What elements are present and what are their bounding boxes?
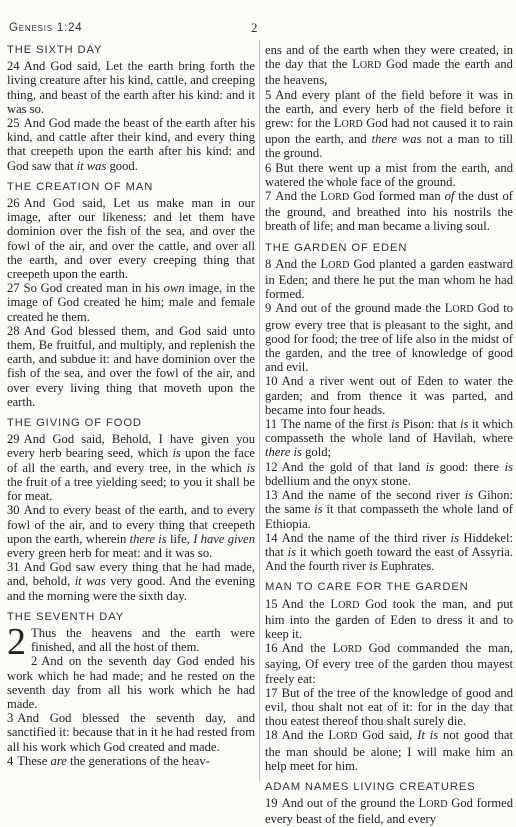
verse-number: 31	[7, 560, 20, 575]
left-column	[7, 43, 255, 783]
verse-text: So God created man in his own image, in the image of God created he him; male and female created he them.	[7, 281, 256, 324]
verse-text: And the name of the second river is Gihon: the same is it that compasseth the whole land of Ethiopia.	[265, 488, 514, 531]
verse-text: And the name of the third river is Hiddekel: that is it which goeth toward the east of Assyria. And the fourth river is Euphrates.	[265, 530, 513, 574]
verse-text: Thus the heavens and the earth were finished, and all the host of them.	[31, 625, 255, 655]
verse-text: And God blessed the seventh day, and sanctified it: because that in it he had rested from all his work which God created and made.	[7, 711, 255, 754]
verse-number: 16	[265, 641, 278, 656]
verse-number: 24	[7, 59, 20, 74]
verse	[7, 116, 255, 173]
verse-number: 3	[7, 711, 14, 726]
verse-text: And the LORD God planted a garden eastward in Eden; and there he put the man whom he had formed.	[265, 256, 513, 302]
verse-number: 9	[265, 301, 272, 316]
section-heading: THE SIXTH DAY	[7, 44, 103, 56]
verse-text: And out of the ground the LORD God formed every beast of the field, and every	[265, 796, 513, 827]
chapter-number: 2	[7, 620, 26, 663]
verse	[7, 711, 255, 754]
verse	[7, 560, 255, 603]
verse	[265, 161, 513, 189]
verse	[265, 597, 513, 642]
chapter-reference: Genesis 1:24	[9, 22, 83, 34]
verse	[7, 196, 255, 281]
verse-text: And God said, Let us make man in our image, after our likeness: and let them have dominion over the fish of the sea, and over the fowl of the air, and over the cattle, and over all the earth, and over every creeping thing that creepeth upon the earth.	[7, 196, 255, 282]
section-heading: ADAM NAMES LIVING CREATURES	[265, 780, 476, 793]
verse-number: 13	[265, 488, 278, 503]
verse-number: 11	[265, 417, 278, 432]
verse-text: And a river went out of Eden to water the garden; and from thence it was parted, and became into four heads.	[265, 374, 513, 417]
verse-number: 15	[265, 596, 278, 611]
verse-text: And the gold of that land is good: there is bdellium and the onyx stone.	[265, 459, 513, 488]
verse-number: 27	[7, 281, 20, 296]
verse-text: These are the generations of the heav-	[17, 753, 210, 768]
verse-number: 29	[7, 432, 20, 447]
verse-text: And the LORD God commanded the man, saying, Of every tree of the garden thou mayest freely eat:	[265, 641, 513, 686]
verse	[265, 301, 513, 374]
verse	[7, 281, 255, 324]
verse-number: 8	[265, 256, 272, 271]
verse-text: And God said, Let the earth bring forth the living creature after his kind, cattle, and creeping thing, and beast of the earth after his kind: and it was so.	[7, 59, 255, 116]
verse-text: And God blessed them, and God said unto them, Be fruitful, and multiply, and replenish the earth, and subdue it: and have dominion over the fish of the sea, and over the fowl of the air, and over every living thing that moveth upon the earth.	[7, 323, 255, 409]
section-heading: THE GIVING OF FOOD	[7, 417, 142, 430]
verse-number: 18	[265, 728, 278, 743]
verse-text: And the LORD God formed man of the dust of the ground, and breathed into his nostrils the breath of life; and man became a living soul.	[265, 189, 513, 234]
verse-text: And the LORD God said, It is not good that the man should be alone; I will make him an help meet for him.	[265, 728, 513, 773]
verse	[265, 460, 513, 488]
verse	[7, 432, 255, 503]
verse	[265, 189, 513, 234]
verse-number: 19	[265, 796, 278, 811]
verse-text: And the LORD God took the man, and put him into the garden of Eden to dress it and to keep it.	[265, 596, 513, 641]
verse	[7, 620, 255, 663]
verse-text: And God saw every thing that he had made, and, behold, it was very good. And the evening and the morning were the sixth day.	[7, 560, 256, 603]
verse-number: 5	[265, 87, 272, 102]
section-heading: THE CREATION OF MAN	[7, 180, 154, 193]
verse-number: 28	[7, 323, 20, 338]
verse-number: 12	[265, 459, 278, 474]
right-column	[265, 43, 514, 827]
verse	[265, 641, 513, 686]
verse	[7, 654, 255, 711]
verse-text: And God made the beast of the earth after his kind, and cattle after their kind, and every thing that creepeth upon the earth after his kind: and God saw that it was good.	[7, 116, 255, 173]
verse-text: And to every beast of the earth, and to every fowl of the air, and to every thing that creepeth upon the earth, wherein there is life, I have given every green herb for meat: and it was so.	[7, 503, 255, 560]
page-number: 2	[251, 20, 258, 35]
verse-number: 14	[265, 530, 278, 545]
verse-number: 4	[7, 753, 14, 768]
section-heading: MAN TO CARE FOR THE GARDEN	[265, 581, 469, 594]
verse	[7, 754, 255, 768]
verse-text: But of the tree of the knowledge of good and evil, thou shalt not eat of it: for in the day that thou eatest thereof thou shalt surely die.	[265, 685, 513, 729]
verse	[265, 257, 513, 302]
verse-number: 17	[265, 685, 278, 700]
verse-text: And every plant of the field before it was in the earth, and every herb of the field before it grew: for the LORD God had not caused it to rain upon the earth, and there was not a man to till the ground.	[265, 87, 514, 161]
verse-number: 2	[31, 654, 38, 669]
verse	[265, 686, 513, 729]
verse	[265, 88, 513, 161]
verse	[7, 59, 255, 116]
column-divider	[259, 40, 260, 782]
verse-number: 25	[7, 116, 20, 131]
verse	[265, 728, 513, 773]
verse	[265, 417, 513, 460]
verse-text: And out of the ground made the LORD God to grow every tree that is pleasant to the sight, and good for food; the tree of life also in the midst of the garden, and the tree of knowledge of good and evil.	[265, 301, 514, 375]
verse-text: ens and of the earth when they were created, in the day that the LORD God made the earth and the heavens,	[265, 43, 513, 88]
verse-text: And God said, Behold, I have given you every herb bearing seed, which is upon the face of all the earth, and every tree, in the which is the fruit of a tree yielding seed; to you it shall be for meat.	[7, 432, 255, 504]
verse	[265, 374, 513, 417]
verse-number: 6	[265, 160, 272, 175]
verse-number: 30	[7, 503, 20, 518]
section-heading: THE GARDEN OF EDEN	[265, 241, 408, 254]
verse-text: But there went up a mist from the earth, and watered the whole face of the ground.	[265, 160, 513, 189]
running-header	[0, 0, 516, 34]
verse	[7, 324, 255, 409]
verse	[265, 796, 513, 826]
verse-number: 26	[7, 196, 20, 211]
verse-number: 7	[265, 189, 272, 204]
verse-text: And on the seventh day God ended his work which he had made; and he rested on the seventh day from all his work which he had made.	[7, 654, 255, 711]
verse	[265, 531, 513, 574]
verse	[265, 488, 513, 531]
verse-number: 10	[265, 374, 278, 389]
section-heading: THE SEVENTH DAY	[7, 610, 125, 623]
verse	[265, 43, 513, 88]
verse	[7, 503, 255, 560]
verse-text: The name of the first is Pison: that is it which compasseth the whole land of Havilah, where there is gold;	[265, 417, 514, 460]
